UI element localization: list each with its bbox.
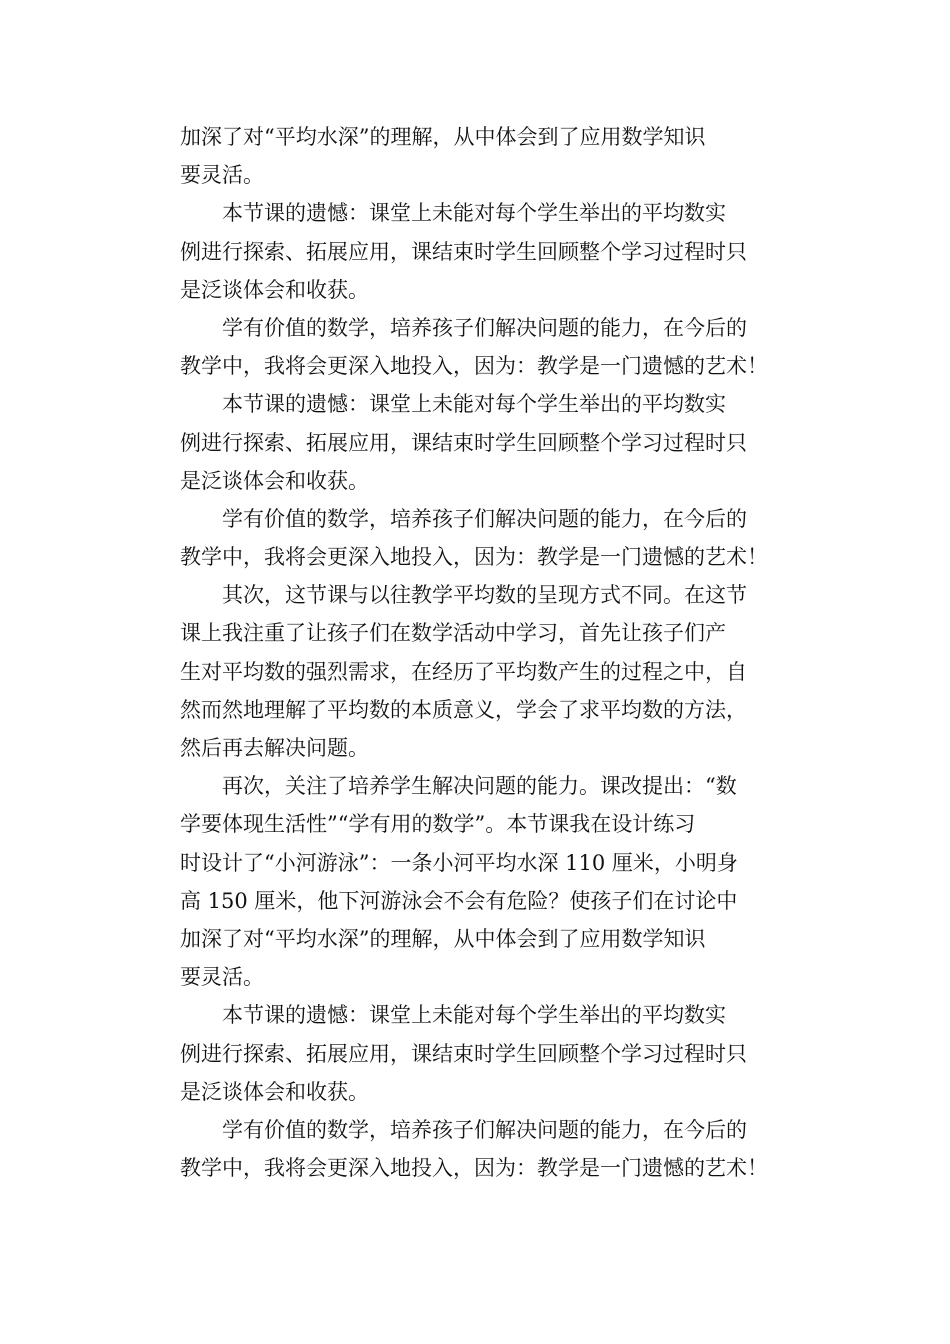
text-line: 学要体现生活性”“学有用的数学”。本节课我在设计练习 — [180, 812, 696, 837]
text-line: 是泛谈体会和收获。 — [180, 1079, 369, 1104]
paragraph — [180, 118, 780, 194]
text-line: 再次，关注了培养学生解决问题的能力。课改提出：“数 — [222, 774, 737, 799]
paragraph — [180, 500, 780, 576]
text-line: 本节课的遗憾：课堂上未能对每个学生举出的平均数实 — [222, 201, 726, 226]
paragraph — [180, 576, 780, 767]
paragraph — [180, 385, 780, 500]
text-line: 要灵活。 — [180, 163, 264, 188]
paragraph — [180, 309, 780, 385]
text-line: 生对平均数的强烈需求，在经历了平均数产生的过程之中，自 — [180, 659, 747, 684]
text-line: 例进行探索、拓展应用，课结束时学生回顾整个学习过程时只 — [180, 1041, 747, 1066]
text-line: 学有价值的数学，培养孩子们解决问题的能力，在今后的 — [222, 506, 747, 531]
text-line: 教学中，我将会更深入地投入，因为：教学是一门遗憾的艺术！ — [180, 354, 768, 379]
document-body — [180, 118, 780, 1187]
text-line: 是泛谈体会和收获。 — [180, 277, 369, 302]
text-line: 教学中，我将会更深入地投入，因为：教学是一门遗憾的艺术！ — [180, 545, 768, 570]
paragraph — [180, 996, 780, 1111]
text-line: 其次，这节课与以往教学平均数的呈现方式不同。在这节 — [222, 583, 747, 608]
text-line: 要灵活。 — [180, 965, 264, 990]
text-line: 是泛谈体会和收获。 — [180, 468, 369, 493]
text-line: 然而然地理解了平均数的本质意义，学会了求平均数的方法， — [180, 697, 747, 722]
text-line: 课上我注重了让孩子们在数学活动中学习，首先让孩子们产 — [180, 621, 726, 646]
text-line: 例进行探索、拓展应用，课结束时学生回顾整个学习过程时只 — [180, 430, 747, 455]
text-line: 本节课的遗憾：课堂上未能对每个学生举出的平均数实 — [222, 392, 726, 417]
paragraph — [180, 194, 780, 309]
text-line: 高 150 厘米，他下河游泳会不会有危险？使孩子们在讨论中 — [180, 888, 738, 913]
text-line: 然后再去解决问题。 — [180, 736, 369, 760]
text-line: 本节课的遗憾：课堂上未能对每个学生举出的平均数实 — [222, 1003, 726, 1028]
paragraph — [180, 1111, 780, 1187]
text-line: 例进行探索、拓展应用，课结束时学生回顾整个学习过程时只 — [180, 239, 747, 264]
paragraph — [180, 767, 780, 996]
text-line: 学有价值的数学，培养孩子们解决问题的能力，在今后的 — [222, 1117, 747, 1142]
text-line: 加深了对“平均水深”的理解，从中体会到了应用数学知识 — [180, 926, 706, 951]
text-line: 教学中，我将会更深入地投入，因为：教学是一门遗憾的艺术！ — [180, 1156, 768, 1181]
text-line: 时设计了“小河游泳”：一条小河平均水深 110 厘米，小明身 — [180, 850, 738, 875]
text-line: 学有价值的数学，培养孩子们解决问题的能力，在今后的 — [222, 315, 747, 340]
text-line: 加深了对“平均水深”的理解，从中体会到了应用数学知识 — [180, 125, 706, 149]
